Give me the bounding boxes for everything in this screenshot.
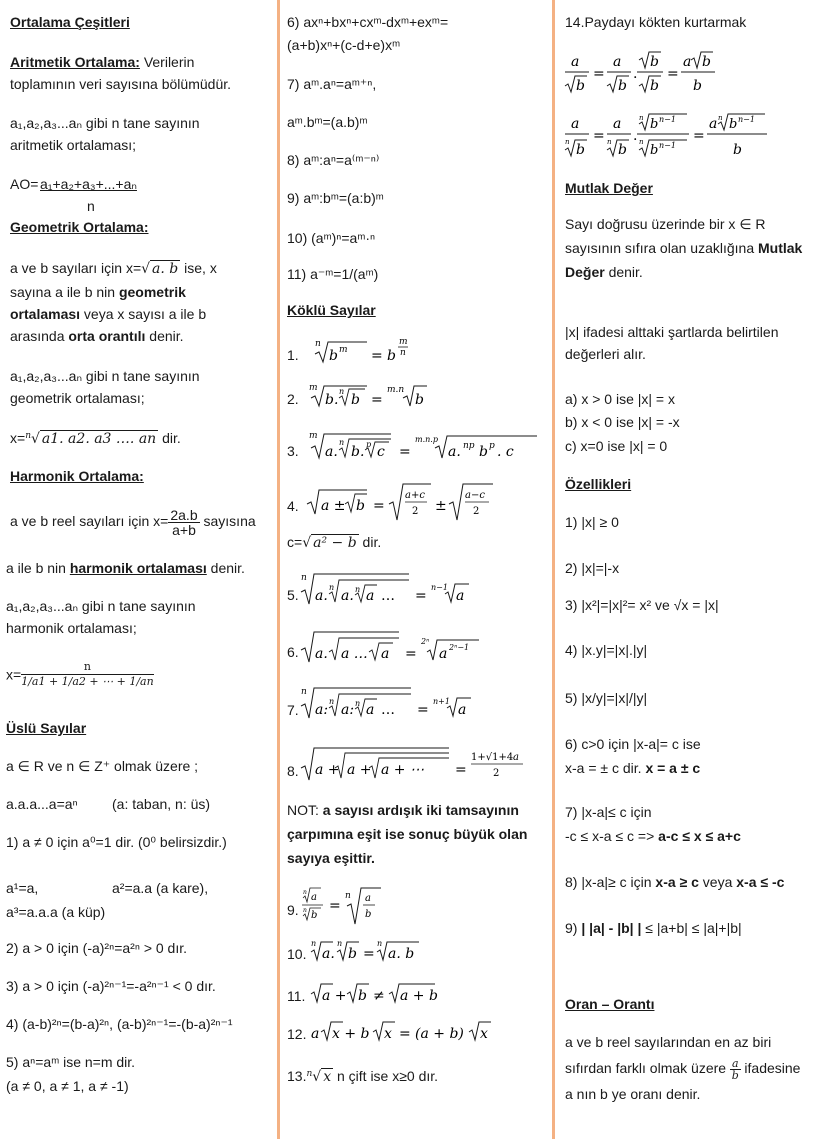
root-rule-2-number: 2. [287,391,299,407]
svg-text:n−1: n−1 [431,583,448,592]
root-rule-7-formula [299,684,499,724]
svg-text:=: = [329,898,341,914]
property-4: 4) |x.y|=|x|.|y| [565,642,648,658]
exponent-rule-7b: aᵐ.bᵐ=(a.b)ᵐ [287,114,368,130]
svg-text:b: b [358,988,367,1004]
harmonic-n-line1: a₁,a₂,a₃...aₙ gibi n tane sayının [6,598,196,614]
root-rule-12-number: 12. [287,1026,307,1042]
svg-text:=: = [455,762,467,778]
section-title-ratio: Oran – Orantı [565,996,655,1012]
svg-text:x: x [480,1026,488,1042]
arithmetic-formula-denominator: n [87,198,95,214]
svg-text:(a + b): (a + b) [415,1026,464,1042]
svg-text:a.: a. [322,946,335,962]
svg-text:2: 2 [493,768,500,779]
section-title-roots: Köklü Sayılar [287,302,376,318]
svg-text:n+1: n+1 [433,697,450,706]
section-title-properties: Özellikleri [565,476,632,492]
svg-text:n−1: n−1 [659,141,676,150]
svg-text:=: = [417,702,429,718]
absolute-definition-line2: sayısının sıfıra olan uzaklığına Mutlak [565,240,803,256]
svg-text:a + b: a + b [400,988,438,1004]
property-6a: 6) c>0 için |x-a|= c ise [565,736,701,752]
svg-text:n: n [311,939,317,948]
svg-text:a +: a + [315,762,340,778]
svg-text:a.: a. [315,588,328,604]
svg-text:p: p [366,440,372,449]
svg-text:=: = [593,66,605,82]
svg-text:n: n [303,907,307,914]
svg-text:c: c [377,444,385,460]
exponent-rule-5: 5) aⁿ=aᵐ ise n=m dir. [6,1054,136,1070]
svg-text:=: = [405,646,417,662]
root-rule-3-number: 3. [287,443,299,459]
svg-text:a: a [311,892,317,903]
svg-text:a: a [613,54,622,70]
svg-text:n: n [718,114,723,122]
svg-text:b: b [348,946,357,962]
root-rule-8-number: 8. [287,763,299,779]
exponent-rule-1d: a³=a.a.a (a küp) [6,904,106,920]
section-title-harmonic: Harmonik Ortalama: [10,468,144,484]
svg-text:b: b [387,348,396,364]
svg-text:b: b [618,142,627,158]
svg-text:a: a [366,702,375,718]
exponent-rule-2: 2) a > 0 için (-a)²ⁿ=a²ⁿ > 0 dır. [6,940,188,956]
svg-text:2ⁿ: 2ⁿ [421,637,430,646]
svg-text:=: = [399,1026,411,1042]
svg-text:m.n.p: m.n.p [415,435,438,444]
root-rule-5-number: 5. [287,587,299,603]
root-rule-1-formula [311,336,431,368]
svg-text:m: m [309,431,318,441]
harmonic-fraction: $\frac{2a.b}{a+b}$ [170,507,198,538]
svg-text:b: b [729,117,738,132]
svg-text:n: n [301,573,307,583]
svg-text:x: x [384,1026,392,1042]
root-rule-11-number: 11. [287,988,306,1004]
svg-text:b: b [733,142,742,158]
exponent-rule-5b: (a ≠ 0, a ≠ 1, a ≠ -1) [6,1078,129,1094]
column-divider-left [277,0,280,1139]
svg-text:a: a [381,646,390,662]
geometric-formula: x=$^n$√ a1. a2. a3 …. an dir. [10,430,181,447]
root-rule-9-number: 9. [287,902,299,918]
column-divider-right [552,0,555,1139]
svg-text:b: b [618,78,627,94]
svg-text:b: b [693,78,702,94]
svg-text:a.: a. [315,646,328,662]
svg-text:=: = [415,588,427,604]
svg-text:a: a [366,588,375,604]
ratio-definition-line3: a nın b ye oranı denir. [565,1086,701,1102]
exponent-rule-4: 4) (a-b)²ⁿ=(b-a)²ⁿ, (a-b)²ⁿ⁻¹=-(b-a)²ⁿ⁻¹ [6,1016,233,1032]
exponent-rule-7: 7) aᵐ.aⁿ=aᵐ⁺ⁿ, [287,76,377,92]
property-6b: x-a = ± c dir. x = a ± c [565,760,701,776]
arithmetic-n-line1: a₁,a₂,a₃...aₙ gibi n tane sayının [10,115,200,131]
rationalize-title: 14.Paydayı kökten kurtarmak [565,14,747,30]
svg-text:b: b [311,910,318,921]
root-rule-4b: c=√ a² − b dir. [287,534,382,551]
svg-text:x + b: x + b [332,1026,370,1042]
svg-text:b: b [576,78,585,94]
geometric-definition-line1: a ve b sayıları için x=√ a. b ise, x [10,260,217,277]
svg-text:a: a [613,116,622,132]
harmonic-definition-line2: a ile b nin harmonik ortalaması denir. [6,560,245,576]
svg-text:n: n [329,583,335,592]
root-rule-3-formula [307,428,547,464]
svg-text:…: … [381,702,395,718]
svg-text:…: … [381,588,395,604]
svg-text:b: b [650,78,659,94]
svg-text:a: a [683,54,692,70]
svg-text:n−1: n−1 [738,115,755,124]
exponent-rule-10: 10) (aᵐ)ⁿ=aᵐ·ⁿ [287,230,376,246]
property-7a: 7) |x-a|≤ c için [565,804,652,820]
svg-text:a: a [709,116,718,132]
svg-text:a:: a: [341,702,355,718]
root-rule-5-formula [299,570,499,610]
property-2: 2) |x|=|-x [565,560,620,576]
geometric-n-line2: geometrik ortalaması; [10,390,145,406]
svg-text:m: m [399,337,408,347]
svg-text:=: = [399,444,411,460]
svg-text:a: a [513,752,519,763]
absolute-condition-c: c) x=0 ise |x| = 0 [565,438,668,454]
property-3: 3) |x²|=|x|²= x² ve √x = |x| [565,597,719,613]
arithmetic-definition-line1: Aritmetik Ortalama: Verilerin [10,54,195,70]
svg-text:2: 2 [412,506,419,517]
arithmetic-formula-numerator: a₁+a₂+a₃+...+aₙ [40,176,137,192]
geometric-definition-line4: arasında orta orantılı denir. [10,328,184,344]
exponent-rule-6b: (a+b)xⁿ+(c-d+e)xᵐ [287,37,401,53]
property-1: 1) |x| ≥ 0 [565,514,619,530]
root-rule-4-number: 4. [287,498,299,514]
svg-text:b: b [576,142,585,158]
svg-text:b: b [702,54,711,70]
arithmetic-n-line2: aritmetik ortalaması; [10,137,137,153]
exponent-rule-1c: a²=a.a (a kare), [112,880,209,896]
root-rule-10-number: 10. [287,946,307,962]
svg-text:=: = [371,348,383,364]
svg-text:n: n [355,585,361,594]
svg-text:b: b [351,392,360,408]
svg-text:a +: a + [347,762,372,778]
root-rule-2-formula [307,380,447,412]
absolute-condition-b: b) x < 0 ise |x| = -x [565,414,680,430]
svg-text:=: = [373,498,385,514]
exponent-definition: a ∈ R ve n ∈ Z⁺ olmak üzere ; [6,758,199,774]
geometric-definition-line3: ortalaması veya x sayısı a ile b [10,306,207,322]
arithmetic-definition-line2: toplamının veri sayısına bölümüdür. [10,76,232,92]
exponent-rule-1: 1) a ≠ 0 için a⁰=1 dir. (0⁰ belirsizdir.) [6,834,227,850]
svg-text:a …: a … [341,646,368,662]
root-note-line3: sayıya eşittir. [287,850,375,866]
svg-text:n: n [607,138,612,146]
root-rule-4-formula [305,482,515,524]
svg-text:n: n [301,687,307,697]
svg-text:a ±: a ± [321,498,346,514]
svg-text:b: b [650,117,659,132]
svg-text:. c: . c [497,444,514,460]
svg-text:n: n [339,387,345,396]
svg-text:a: a [571,116,580,132]
svg-text:a. b: a. b [388,946,415,962]
svg-text:a.: a. [341,588,354,604]
svg-text:m: m [339,345,348,355]
svg-text:n: n [639,114,644,122]
root-rule-8-formula [299,742,539,784]
section-title-absolute-value: Mutlak Değer [565,180,653,196]
svg-text:b: b [650,143,659,158]
svg-text:n: n [355,699,361,708]
svg-text:np: np [463,441,475,451]
svg-text:=: = [371,392,383,408]
svg-text:=: = [667,66,679,82]
svg-text:n: n [337,939,343,948]
svg-text:=: = [593,128,605,144]
section-title-averages: Ortalama Çeşitleri [10,14,130,30]
root-rule-10-formula [311,938,451,964]
absolute-condition-intro2: değerleri alır. [565,346,646,362]
rationalize-formula-2 [565,112,785,162]
svg-text:.: . [633,128,638,144]
harmonic-definition-line1: a ve b reel sayıları için x= $\frac{2a.b}{a+b}$ sayısına [10,507,256,538]
harmonic-formula: x= $\frac{n}{1/a1 + 1/a2 + \cdots + 1/an}$ [6,660,154,688]
svg-text:b: b [356,498,365,514]
svg-text:2ⁿ−1: 2ⁿ−1 [449,643,470,652]
svg-text:a.: a. [448,444,461,460]
exponent-rule-6a: 6) axⁿ+bxⁿ+cxᵐ-dxᵐ+exᵐ= [287,14,449,30]
svg-text:n: n [315,339,321,349]
absolute-definition-line3: Değer denir. [565,264,643,280]
svg-text:m: m [309,383,318,393]
svg-text:a +: a + [322,988,347,1004]
svg-text:b: b [415,392,424,408]
geometric-definition-line2: sayına a ile b nin geometrik [10,284,186,300]
svg-text:b.: b. [351,444,365,460]
svg-text:n: n [329,697,335,706]
root-note-line1: NOT: a sayısı ardışık iki tamsayının [287,802,519,818]
absolute-definition-line1: Sayı doğrusu üzerinde bir x ∈ R [565,216,766,232]
exponent-rule-9: 9) aᵐ:bᵐ=(a:b)ᵐ [287,190,384,206]
property-8: 8) |x-a|≥ c için x-a ≥ c veya x-a ≤ -c [565,874,785,890]
absolute-condition-a: a) x > 0 ise |x| = x [565,391,675,407]
svg-text:a: a [311,1026,320,1042]
section-title-exponents: Üslü Sayılar [6,720,87,736]
svg-text:n: n [339,438,345,447]
svg-text:.: . [633,66,638,82]
svg-text:n: n [565,138,570,146]
absolute-condition-intro1: |x| ifadesi alttaki şartlarda belirtilen [565,324,779,340]
root-rule-13: 13.$^n$√ x n çift ise x≥0 dır. [287,1068,439,1085]
svg-text:a: a [571,54,580,70]
svg-text:2: 2 [473,506,480,517]
section-title-geometric: Geometrik Ortalama: [10,219,149,235]
svg-text:=: = [693,128,705,144]
svg-text:a−c: a−c [465,490,485,501]
root-rule-1-number: 1. [287,347,299,363]
geometric-n-line1: a₁,a₂,a₃...aₙ gibi n tane sayının [10,368,200,384]
property-9: 9) | |a| - |b| | ≤ |a+b| ≤ |a|+|b| [565,920,742,936]
exponent-base-note: (a: taban, n: üs) [112,796,211,812]
exponent-rule-11: 11) a⁻ᵐ=1/(aᵐ) [287,266,379,282]
svg-text:=: = [363,946,375,962]
svg-text:b: b [479,444,488,460]
root-note-line2: çarpımına eşit ise sonuç büyük olan [287,826,528,842]
root-rule-6-number: 6. [287,644,299,660]
svg-text:n: n [345,891,351,901]
svg-text:1+√1+4: 1+√1+4 [471,752,514,763]
svg-text:b.: b. [325,392,339,408]
root-rule-12-formula [311,1018,531,1044]
svg-text:a: a [365,893,371,904]
svg-text:n: n [377,939,383,948]
svg-text:a:: a: [315,702,329,718]
root-rule-7-number: 7. [287,702,299,718]
svg-text:b: b [329,348,338,364]
column-rationalize-absolute [557,0,832,1139]
svg-text:m.n: m.n [387,385,405,395]
column-exponents-roots [281,0,549,1139]
svg-text:n: n [639,138,644,146]
column-averages-exponents [0,0,275,1139]
svg-text:a: a [439,646,448,662]
svg-text:p: p [489,441,495,451]
rationalize-formula-1 [565,50,725,98]
root-rule-6-formula [299,628,499,668]
svg-text:±: ± [435,498,447,514]
svg-text:n: n [303,889,307,896]
ratio-definition-line2: sıfırdan farklı olmak üzere $\frac{a}{b}$ ifadesine [565,1057,801,1082]
property-7b: -c ≤ x-a ≤ c => a-c ≤ x ≤ a+c [565,828,741,844]
svg-text:b: b [650,54,659,70]
exponent-rule-8: 8) aᵐ:aⁿ=a⁽ᵐ⁻ⁿ⁾ [287,152,380,168]
svg-text:n−1: n−1 [659,115,676,124]
harmonic-n-line2: harmonik ortalaması; [6,620,137,636]
exponent-rule-3: 3) a > 0 için (-a)²ⁿ⁻¹=-a²ⁿ⁻¹ < 0 dır. [6,978,216,994]
svg-text:a + ⋯: a + ⋯ [381,762,424,778]
root-rule-9-formula [301,884,421,928]
exponent-product: a.a.a...a=aⁿ [6,796,78,812]
svg-text:n: n [400,348,406,358]
svg-text:≠: ≠ [373,988,385,1004]
svg-text:b: b [365,909,372,920]
svg-text:a: a [458,702,467,718]
svg-text:a.: a. [325,444,338,460]
exponent-rule-1b: a¹=a, [6,880,39,896]
svg-text:a: a [456,588,465,604]
ratio-definition-line1: a ve b reel sayılarından en az biri [565,1034,772,1050]
root-rule-11-formula [311,980,491,1006]
property-5: 5) |x/y|=|x|/|y| [565,690,648,706]
arithmetic-formula: AO= [10,176,39,192]
svg-text:a+c: a+c [405,490,425,501]
